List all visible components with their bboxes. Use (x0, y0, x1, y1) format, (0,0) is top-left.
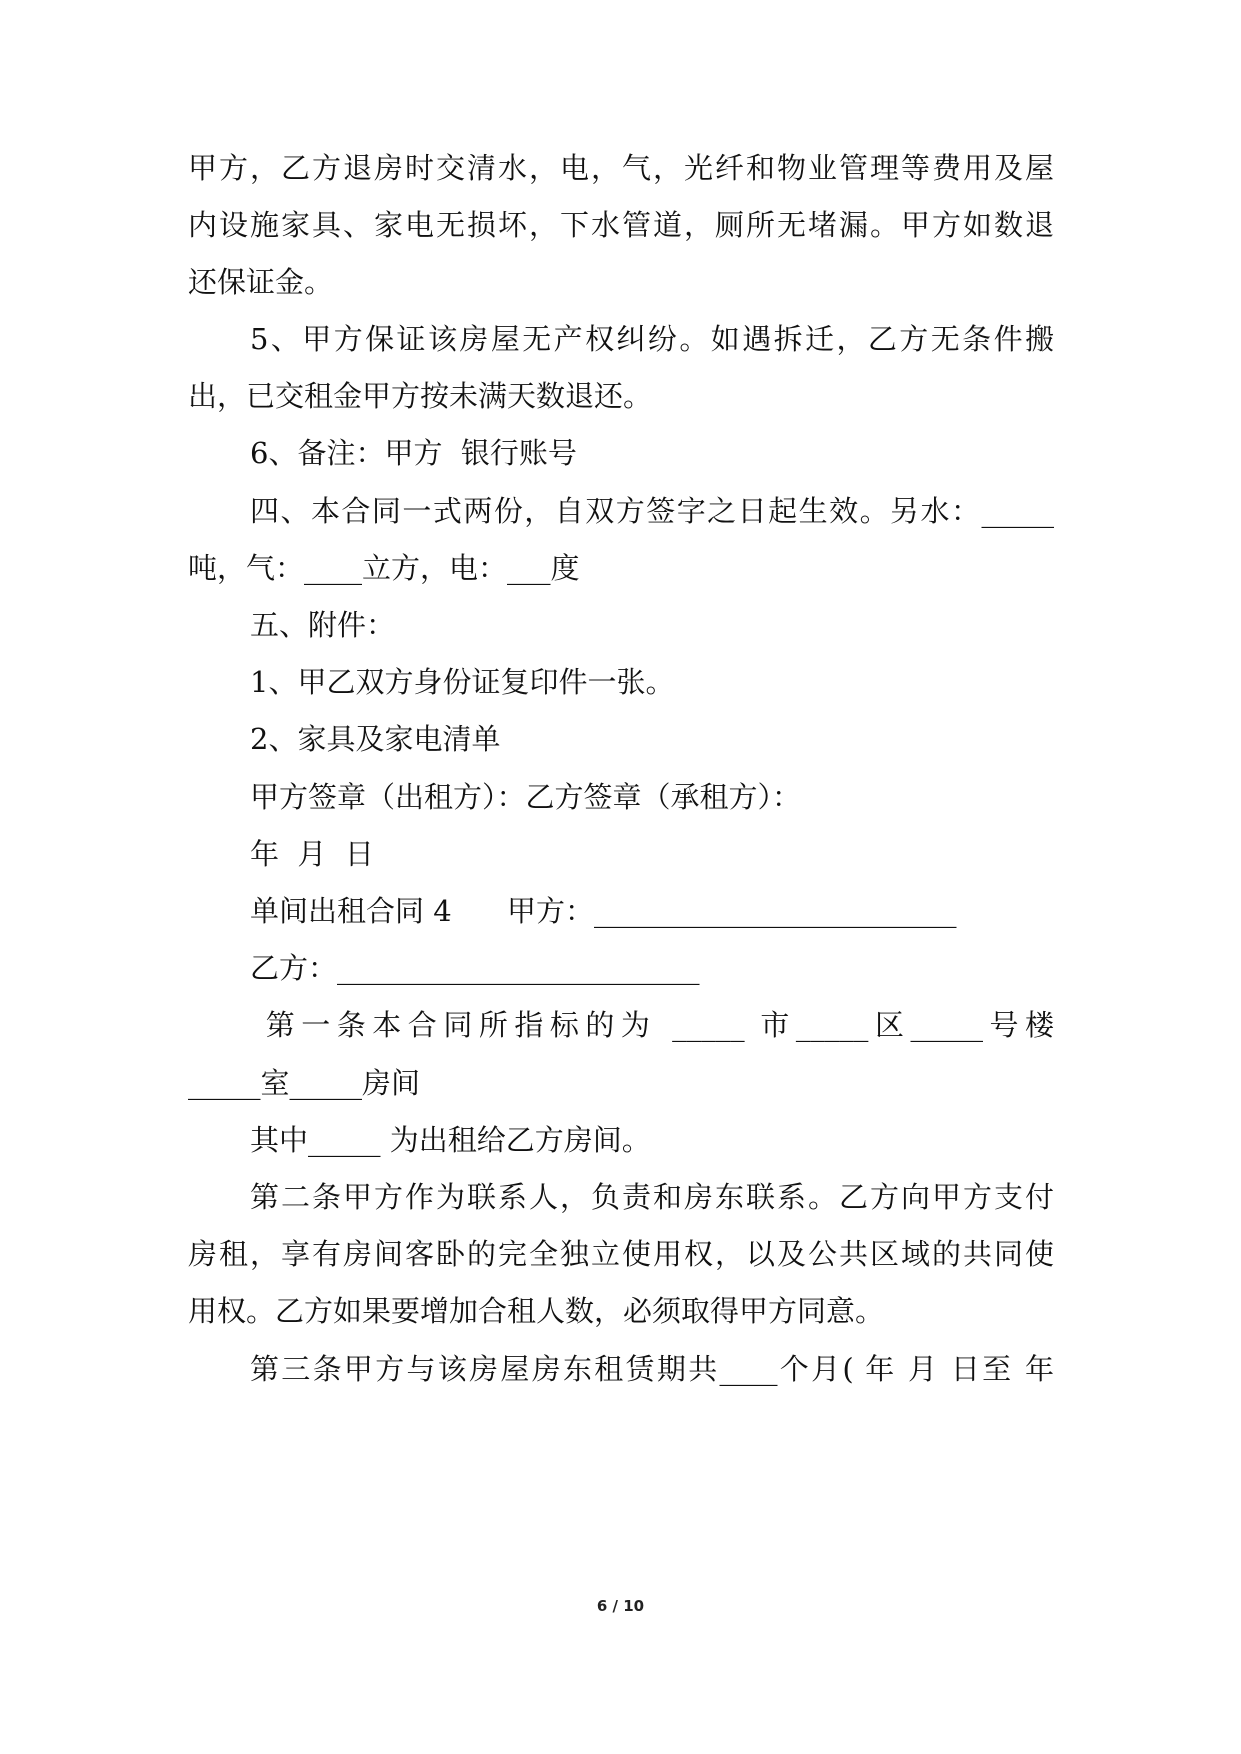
section-4-line: 四、本合同一式两份，自双方签字之日起生效。另水：_____ (250, 494, 1054, 528)
clause-5-line: 出，已交租金甲方按未满天数退还。 (188, 379, 653, 413)
article-2-line: 用权。乙方如果要增加合租人数，必须取得甲方同意。 (188, 1294, 885, 1328)
article-2-line: 第二条甲方作为联系人，负责和房东联系。乙方向甲方支付 (250, 1180, 1054, 1214)
article-2-line: 房租，享有房间客卧的完全独立使用权，以及公共区域的共同使 (188, 1237, 1054, 1271)
article-1-line: 其中_____ 为出租给乙方房间。 (250, 1123, 651, 1157)
paragraph-line: 内设施家具、家电无损坏，下水管道，厕所无堵漏。甲方如数退 (188, 208, 1054, 242)
section-4-line: 吨，气：____立方，电：___度 (188, 551, 580, 585)
article-1-line: _____室_____房间 (188, 1066, 421, 1100)
article-3-line: 第三条甲方与该房屋房东租赁期共____个月( 年 月 日至 年 (250, 1352, 1054, 1386)
signature-line: 甲方签章（出租方）：乙方签章（承租方）： (250, 780, 802, 814)
paragraph-line: 还保证金。 (188, 265, 334, 299)
contract-title-line: 单间出租合同 4 甲方：_________________________ (250, 894, 957, 928)
date-line: 年 月 日 (250, 837, 374, 871)
section-5-heading: 五、附件： (250, 608, 396, 642)
attachment-item: 1、甲乙双方身份证复印件一张。 (250, 665, 675, 699)
article-1-line: 第一条本合同所指标的为 _____ 市_____区_____号楼 (250, 1008, 1054, 1042)
clause-6-remark: 6、备注：甲方 银行账号 (250, 436, 577, 470)
clause-5-line: 5、甲方保证该房屋无产权纠纷。如遇拆迁，乙方无条件搬 (250, 322, 1054, 356)
party-b-line: 乙方：_________________________ (250, 951, 700, 985)
attachment-item: 2、家具及家电清单 (250, 722, 501, 756)
page-number: 6 / 10 (596, 1597, 645, 1615)
paragraph-line: 甲方，乙方退房时交清水，电，气，光纤和物业管理等费用及屋 (188, 151, 1054, 185)
